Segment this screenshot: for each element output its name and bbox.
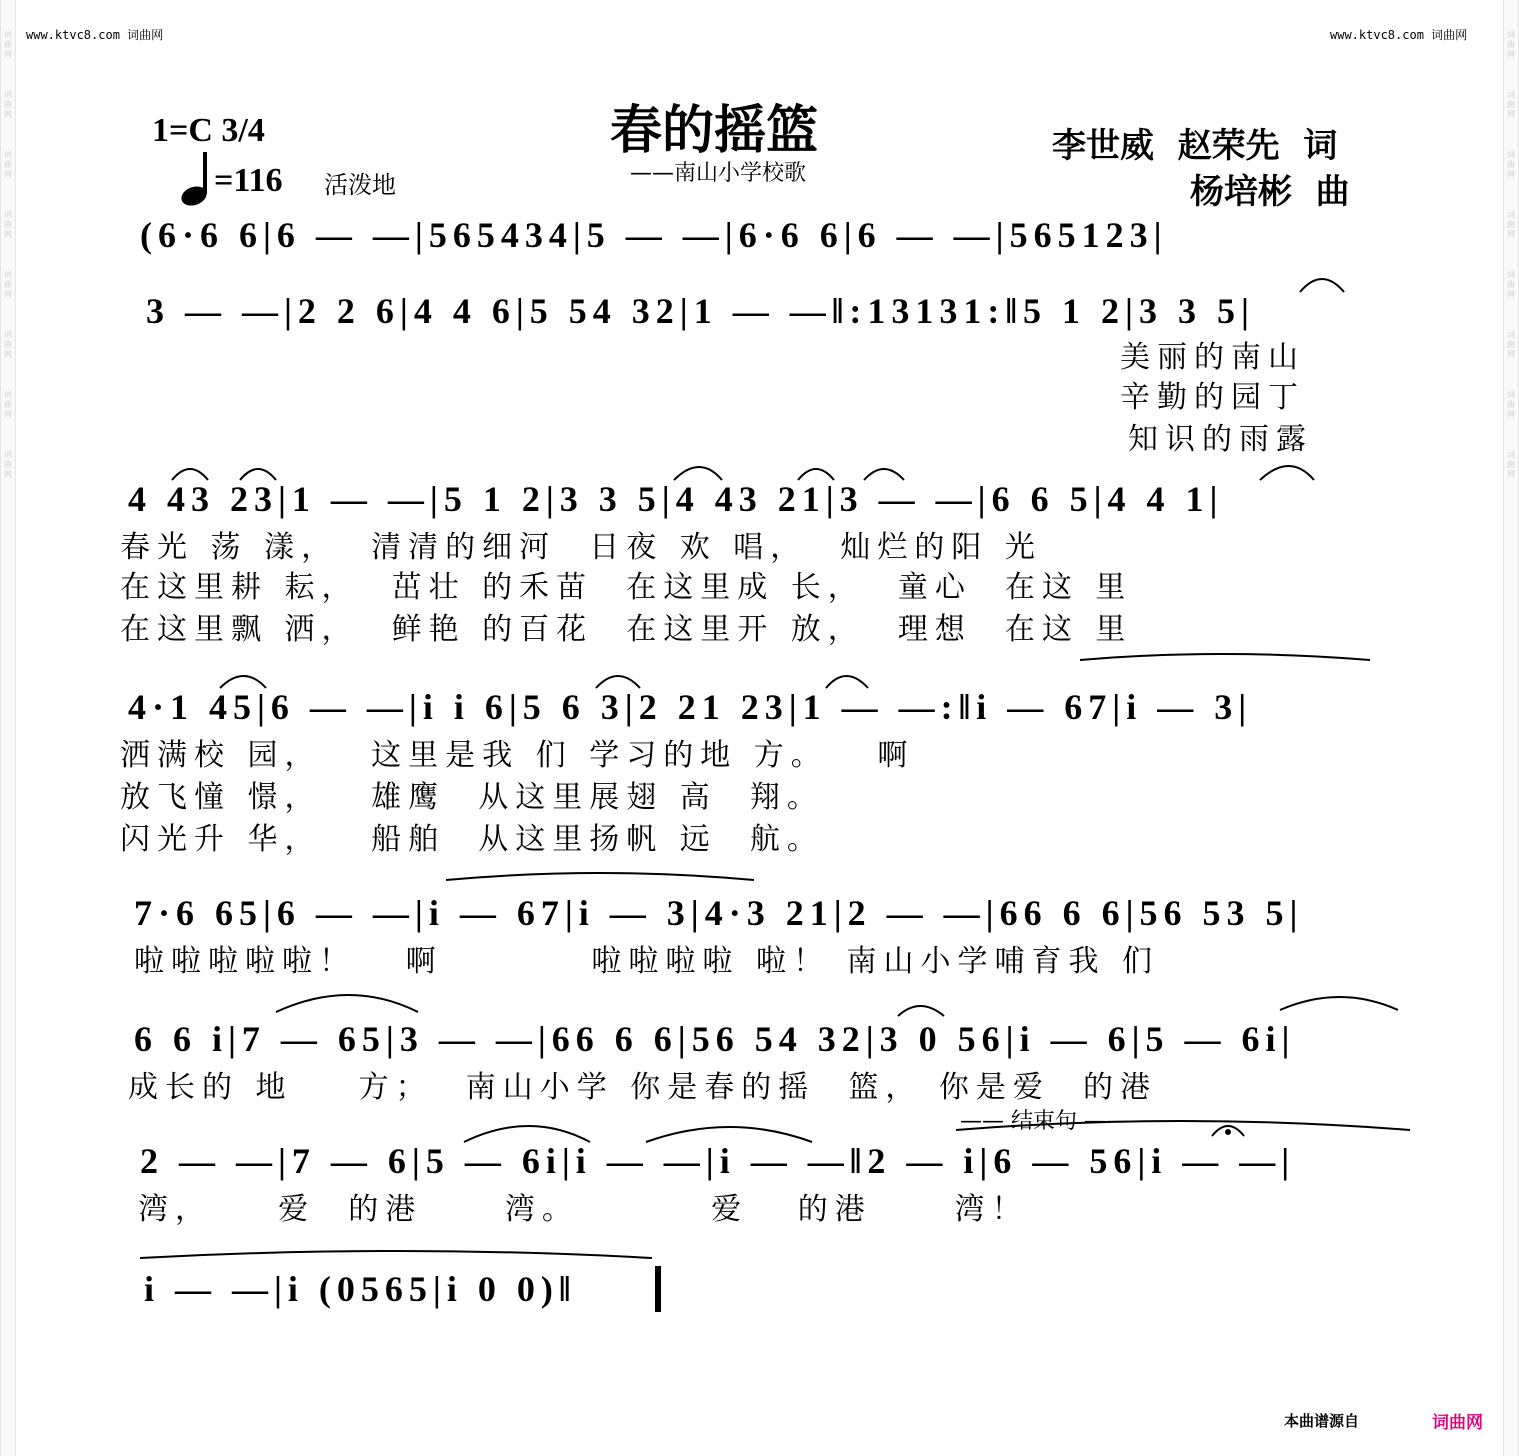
score-line-4-lyric-3: 闪光升 华， 船舶 从这里扬帆 远 航。	[120, 822, 824, 857]
score-line-6-lyric-1: 成长的 地 方； 南山小学 你是春的摇 篮， 你是爱 的港	[128, 1070, 1157, 1105]
lyricist-credit: 李世威 赵荣先 词	[1052, 126, 1338, 166]
slur-mark	[826, 676, 868, 688]
slur-mark	[446, 873, 754, 880]
score-line-1-notes: (6·6 6|6 — —|565434|5 — —|6·6 6|6 — —|565123|	[140, 215, 1168, 255]
watermark-glyph: 词	[1507, 210, 1515, 219]
watermark-glyph: 词	[1507, 390, 1515, 399]
score-line-7-lyric-1: 湾， 爱 的港 湾。 爱 的港 湾！	[138, 1192, 1029, 1227]
score-line-2-lyric-1: 美丽的南山	[1120, 340, 1305, 375]
slur-mark	[898, 1006, 944, 1016]
watermark-glyph: 曲	[1507, 220, 1515, 229]
watermark-glyph: 词	[1507, 90, 1515, 99]
watermark-glyph: 曲	[1507, 160, 1515, 169]
slur-mark	[172, 469, 208, 480]
watermark-glyph: 曲	[1507, 100, 1515, 109]
watermark-glyph: 词	[1507, 270, 1515, 279]
score-line-4-notes: 4·1 45|6 — —|i i 6|5 6 3|2 21 23|1 — —:‖i — 67|i — 3|	[128, 687, 1253, 727]
watermark-glyph: 网	[1507, 110, 1515, 119]
score-line-3-lyric-2: 在这里耕 耘， 茁壮 的禾苗 在这里成 长， 童心 在这 里	[120, 570, 1133, 605]
watermark-glyph: 曲	[1507, 40, 1515, 49]
watermark-glyph: 词	[1507, 30, 1515, 39]
watermark-glyph: 词	[4, 330, 12, 339]
watermark-glyph: 网	[4, 350, 12, 359]
watermark-glyph: 网	[4, 470, 12, 479]
watermark-glyph: 网	[4, 230, 12, 239]
watermark-glyph: 词	[4, 390, 12, 399]
score-line-3-notes: 4 43 23|1 — —|5 1 2|3 3 5|4 43 21|3 — —|6 6 5|4 4 1|	[128, 479, 1224, 519]
watermark-glyph: 曲	[1507, 280, 1515, 289]
watermark-glyph: 词	[1507, 150, 1515, 159]
slur-mark	[1080, 654, 1370, 660]
watermark-glyph: 网	[1507, 290, 1515, 299]
song-title: 春的摇篮	[610, 100, 819, 161]
watermark-glyph: 网	[4, 410, 12, 419]
score-line-4-lyric-2: 放飞憧 憬， 雄鹰 从这里展翅 高 翔。	[120, 780, 824, 815]
score-line-2-lyric-2: 辛勤的园丁	[1120, 380, 1305, 415]
score-line-4-lyric-1: 洒满校 园， 这里是我 们 学习的地 方。 啊	[120, 738, 915, 773]
watermark-glyph: 曲	[4, 340, 12, 349]
watermark-glyph: 网	[1507, 410, 1515, 419]
score-line-5-notes: 7·6 65|6 — —|i — 67|i — 3|4·3 21|2 — —|66 6 6|56 53 5|	[134, 893, 1304, 933]
song-subtitle: ——南山小学校歌	[630, 161, 807, 186]
site-url-left[interactable]: www.ktvc8.com 词曲网	[26, 28, 164, 42]
slur-mark	[140, 1251, 652, 1258]
slur-mark	[674, 467, 722, 480]
slur-mark	[596, 676, 640, 688]
watermark-glyph: 网	[4, 290, 12, 299]
slur-mark	[1280, 997, 1398, 1010]
score-line-3-lyric-1: 春光 荡 漾， 清清的细河 日夜 欢 唱， 灿烂的阳 光	[120, 530, 1042, 565]
watermark-glyph: 词	[4, 30, 12, 39]
slur-mark	[220, 676, 266, 688]
slur-mark	[956, 1121, 1410, 1130]
slur-mark	[798, 469, 834, 480]
watermark-glyph: 网	[1507, 470, 1515, 479]
watermark-glyph: 曲	[1507, 460, 1515, 469]
ending-label: —— 结束句 ——	[960, 1109, 1128, 1134]
watermark-glyph: 词	[4, 150, 12, 159]
tempo-marking: 活泼地	[324, 171, 396, 199]
slur-mark	[276, 995, 418, 1012]
watermark-glyph: 曲	[4, 460, 12, 469]
watermark-glyph: 词	[4, 270, 12, 279]
score-line-3-lyric-3: 在这里飘 洒， 鲜艳 的百花 在这里开 放， 理想 在这 里	[120, 612, 1133, 647]
watermark-glyph: 曲	[4, 40, 12, 49]
slur-mark	[240, 469, 276, 480]
slur-mark	[864, 469, 904, 480]
watermark-glyph: 曲	[4, 100, 12, 109]
slur-mark	[464, 1126, 590, 1142]
footer-source: 本曲谱源自	[1284, 1412, 1360, 1430]
score-line-7-notes: 2 — —|7 — 6|5 — 6i|i — —|i — —‖2 — i|6 — 56|i — —|	[140, 1141, 1296, 1181]
slur-mark	[1260, 466, 1314, 480]
slur-mark	[1300, 279, 1344, 292]
score-line-2-notes: 3 — —|2 2 6|4 4 6|5 54 32|1 — —‖:13131:‖5 1 2|3 3 5|	[146, 291, 1255, 331]
site-url-right[interactable]: www.ktvc8.com 词曲网	[1330, 28, 1468, 42]
score-line-2-lyric-3: 知识的雨露	[1128, 422, 1313, 457]
composer-credit: 杨培彬 曲	[1190, 172, 1350, 212]
watermark-glyph: 网	[4, 110, 12, 119]
watermark-glyph: 曲	[4, 280, 12, 289]
watermark-glyph: 曲	[1507, 400, 1515, 409]
watermark-glyph: 曲	[4, 160, 12, 169]
watermark-glyph: 网	[4, 50, 12, 59]
footer-brand[interactable]: 词曲网	[1432, 1413, 1483, 1433]
watermark-glyph: 网	[4, 170, 12, 179]
watermark-glyph: 词	[4, 90, 12, 99]
watermark-glyph: 曲	[1507, 340, 1515, 349]
watermark-glyph: 曲	[4, 220, 12, 229]
slur-mark	[646, 1127, 812, 1142]
watermark-glyph: 网	[1507, 170, 1515, 179]
score-line-6-notes: 6 6 i|7 — 65|3 — —|66 6 6|56 54 32|3 0 56|i — 6|5 — 6i|	[134, 1019, 1296, 1059]
watermark-glyph: 网	[1507, 230, 1515, 239]
score-line-5-lyric-1: 啦啦啦啦啦！ 啊 啦啦啦啦 啦！ 南山小学哺育我 们	[134, 944, 1160, 979]
watermark-glyph: 词	[1507, 330, 1515, 339]
tempo-value: =116	[214, 162, 283, 199]
fermata-dot	[1225, 1129, 1231, 1135]
watermark-glyph: 词	[4, 450, 12, 459]
watermark-glyph: 词	[1507, 450, 1515, 459]
watermark-glyph: 网	[1507, 350, 1515, 359]
watermark-glyph: 网	[1507, 50, 1515, 59]
watermark-glyph: 曲	[4, 400, 12, 409]
score-line-8-notes: i — —|i (0565|i 0 0)‖	[144, 1269, 577, 1309]
watermark-glyph: 词	[4, 210, 12, 219]
key-signature: 1=C 3/4	[152, 112, 265, 149]
